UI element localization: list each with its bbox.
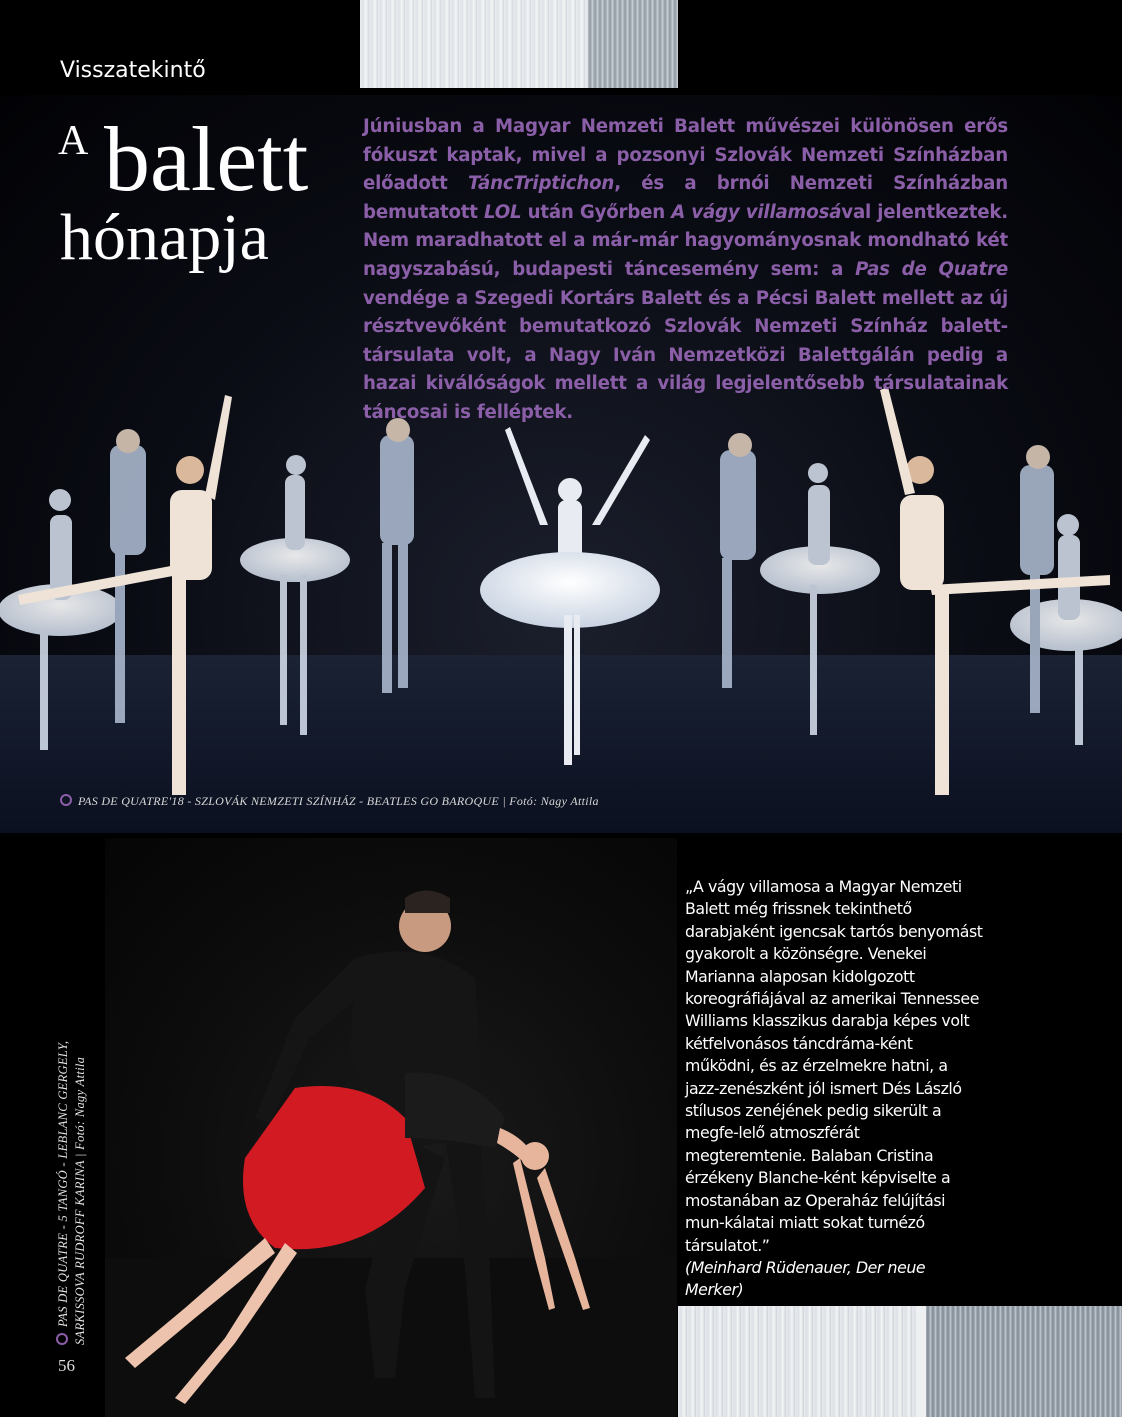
intro-paragraph [363,113,1008,428]
intro-text-2: , és a brnói Nemzeti Színházban bemutatott [363,173,1008,223]
title-line-1: balett [104,108,309,210]
caption-bullet-icon [60,794,72,806]
page-number: 56 [58,1356,75,1375]
caption-top-main: PAS DE QUATRE'18 - SZLOVÁK NEMZETI SZÍNHÁZ - BEATLES GO BAROQUE [78,794,500,808]
caption-top-credit: | Fotó: Nagy Attila [502,794,599,808]
intro-title-vagy-villamosa: A vágy villamosá [671,201,842,223]
tango-duo-illustration [105,838,677,1417]
section-label: Visszatekintő [60,58,206,83]
title-line-2: hónapja [60,201,269,274]
bottom-photo-tango-duo [105,838,677,1417]
intro-text-1: Júniusban a Magyar Nemzeti Balett művészei különösen erős fókuszt kaptak, mivel a pozsonyi Szlovák Nemzeti Színházban előadott [363,116,1008,195]
caption-side-line1: PAS DE QUATRE - 5 TANGÓ - LEBLANC GERGELY, [56,1040,70,1327]
intro-title-tanctriptichon: TáncTriptichon [468,173,615,195]
curtain-photo-top [360,0,678,88]
intro-title-lol: LOL [484,201,522,223]
quote-source: (Meinhard Rüdenauer, Der neue Merker) [685,1257,926,1300]
caption-side-line2: SARKISSOVA RUDROFF KARINA [73,1160,87,1345]
intro-title-pas-de-quatre: Pas de Quatre [855,258,1008,280]
curtain-photo-bottom [678,1306,1122,1417]
photo-caption-side [55,895,89,1345]
quote-text: „A vágy villamosa a Magyar Nemzeti Balett még frissnek tekinthető darabjaként igencsak tartós benyomást gyakorolt a közönségre. Venekei Marianna alaposan kidolgozott koreográfiájával az amerikai Tennessee Williams klasszikus darabja képes volt kétfelvonásos táncdráma-ként működni, és az érzelmekre hatni, a jazz-zenészként jól ismert Dés László stílusos zenéjének pedig sikerült a megfe-lelő atmoszférát megteremtenie. Balaban Cristina érzékeny Blanche-ként képviselte a mostanában az Operaház felújítási mun-kálatai miatt sokat turnézó társulatot.” [685,877,983,1255]
intro-text-3: után Győrben [521,201,672,223]
title-article: A [58,118,89,164]
review-quote [685,876,985,1302]
intro-text-5: vendége a Szegedi Kortárs Balett és a Pécsi Balett mellett az új résztvevőként bemutatkozó Szlovák Nemzeti Színház balett-társulata volt, a Nagy Iván Nemzetközi Balettgálán pedig a hazai kiválóságok mellett a világ legjelentősebb társulatainak táncosai is felléptek. [363,287,1008,423]
caption-side-credit: | Fotó: Nagy Attila [73,1056,87,1157]
photo-caption-top [60,794,599,809]
intro-text-4: val jelentkeztek. Nem maradhatott el a már-már hagyományosnak mondható két nagyszabású, budapesti táncesemény sem: a [363,201,1009,280]
caption-side-bullet-icon [56,1333,68,1345]
